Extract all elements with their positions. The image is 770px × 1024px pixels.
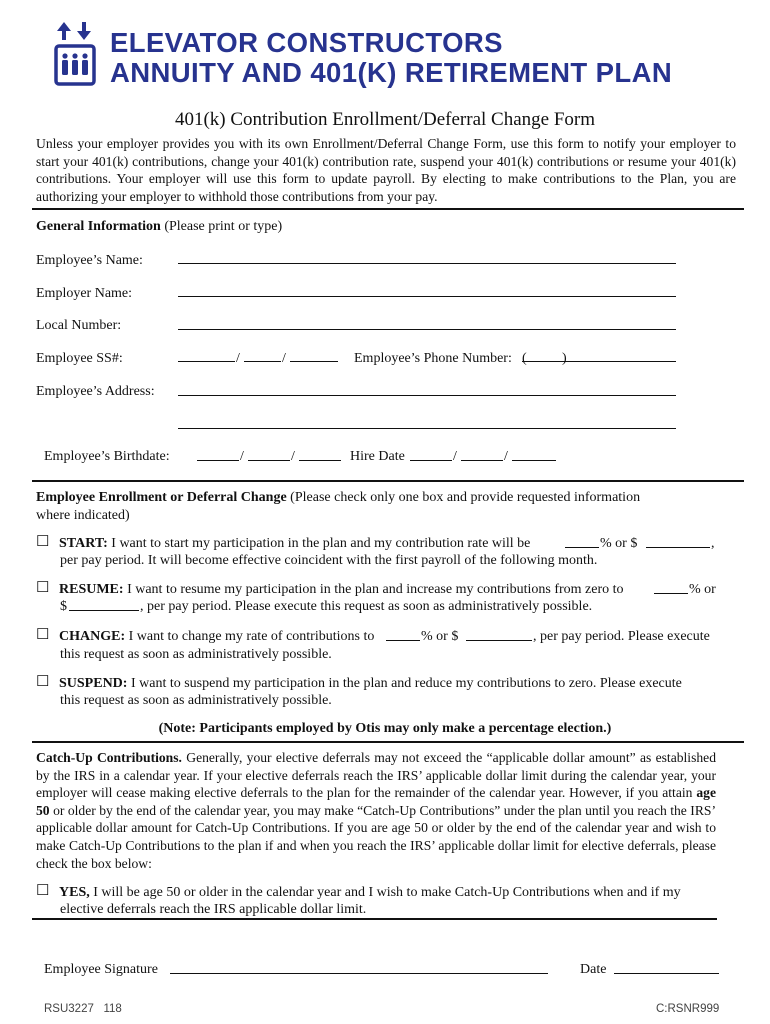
address-label: Employee’s Address: <box>36 384 155 399</box>
local-number-label: Local Number: <box>36 318 122 333</box>
date-separator: / <box>240 449 244 464</box>
date-label: Date <box>580 962 607 977</box>
date-separator: / <box>291 449 295 464</box>
start-checkbox[interactable]: ☐ <box>36 534 50 550</box>
plan-title-line1: ELEVATOR CONSTRUCTORS <box>110 27 503 58</box>
suspend-option-line2: this request as soon as administratively possible. <box>60 693 332 708</box>
phone-paren-open: ( <box>522 351 527 366</box>
form-code-left: RSU3227 118 <box>44 1003 122 1015</box>
birthdate-label: Employee’s Birthdate: <box>44 449 170 464</box>
ss-field-part3[interactable] <box>290 361 338 362</box>
address-field-line2[interactable] <box>178 428 676 429</box>
employer-name-field[interactable] <box>178 296 676 297</box>
start-dollar-field[interactable] <box>646 547 710 548</box>
date-separator: / <box>453 449 457 464</box>
divider <box>32 741 744 743</box>
general-info-heading: General Information (Please print or type) <box>36 219 283 234</box>
change-percent-text: % or $ <box>421 629 459 644</box>
start-option-line1: START: I want to start my participation in the plan and my contribution rate will be <box>59 536 531 551</box>
local-number-field[interactable] <box>178 329 676 330</box>
phone-number-field[interactable] <box>566 361 676 362</box>
employer-name-label: Employer Name: <box>36 286 133 301</box>
resume-dollar-sign: $ <box>60 599 67 614</box>
phone-paren-close: ) <box>562 351 567 366</box>
ss-field-part2[interactable] <box>244 361 281 362</box>
form-title: 401(k) Contribution Enrollment/Deferral Change Form <box>174 109 596 130</box>
resume-option-line2: , per pay period. Please execute this request as soon as administratively possible. <box>140 599 593 614</box>
start-option-line2: per pay period. It will become effective coincident with the first payroll of the following month. <box>60 553 598 568</box>
date-separator: / <box>504 449 508 464</box>
ss-field-part1[interactable] <box>178 361 235 362</box>
resume-checkbox[interactable]: ☐ <box>36 580 50 596</box>
signature-field[interactable] <box>170 973 548 974</box>
date-field[interactable] <box>614 973 719 974</box>
divider <box>32 208 744 210</box>
elevator-people-icon <box>54 20 98 90</box>
hire-date-label: Hire Date <box>350 449 405 464</box>
otis-note: (Note: Participants employed by Otis may only make a percentage election.) <box>158 721 612 736</box>
plan-title-line2: ANNUITY AND 401(K) RETIREMENT PLAN <box>110 57 673 88</box>
change-option-line2: this request as soon as administratively possible. <box>60 647 332 662</box>
address-field-line1[interactable] <box>178 395 676 396</box>
suspend-option-line1: SUSPEND: I want to suspend my participation in the plan and reduce my contributions to zero. Please execute <box>59 676 682 691</box>
form-code-right: C:RSNR999 <box>656 1003 720 1015</box>
intro-paragraph: Unless your employer provides you with its own Enrollment/Deferral Change Form, use this form to notify your employer to start your 401(k) contributions, change your 401(k) contribution rate, suspend your 401(k) contributions or resume your 401(k) contributions. Your employer will use this form to update payroll. By electing to make contributions to the Plan, you are authorizing your employer to withhold those contributions from your pay. <box>36 136 736 204</box>
phone-label: Employee’s Phone Number: <box>354 351 512 366</box>
employee-name-label: Employee’s Name: <box>36 253 143 268</box>
ss-label: Employee SS#: <box>36 351 123 366</box>
ss-separator: / <box>282 351 286 366</box>
suspend-checkbox[interactable]: ☐ <box>36 674 50 690</box>
change-option-line1b: , per pay period. Please execute <box>533 629 710 644</box>
birthdate-month-field[interactable] <box>197 460 239 461</box>
start-percent-text: % or $ <box>600 536 638 551</box>
catchup-yes-line1: YES, I will be age 50 or older in the calendar year and I wish to make Catch-Up Contributions when and if my <box>59 885 681 900</box>
catchup-yes-line2: elective deferrals reach the IRS applicable dollar limit. <box>60 902 367 917</box>
change-checkbox[interactable]: ☐ <box>36 627 50 643</box>
catchup-yes-checkbox[interactable]: ☐ <box>36 883 50 899</box>
employee-name-field[interactable] <box>178 263 676 264</box>
change-option-line1: CHANGE: I want to change my rate of contributions to <box>59 629 375 644</box>
enrollment-heading-cont: where indicated) <box>36 508 130 523</box>
birthdate-day-field[interactable] <box>248 460 290 461</box>
hire-date-year-field[interactable] <box>512 460 556 461</box>
resume-percent-text: % or <box>689 582 716 597</box>
signature-label: Employee Signature <box>44 962 158 977</box>
hire-date-day-field[interactable] <box>461 460 503 461</box>
start-comma: , <box>711 536 715 551</box>
change-percent-field[interactable] <box>386 640 420 641</box>
catchup-paragraph: Catch-Up Contributions. Generally, your elective deferrals may not exceed the “applicable dollar amount” as established by the IRS in a calendar year. If your elective deferrals reach the IRS’ applicable dollar limit during the calendar year, your employer will cease making elective deferrals to the plan for the remainder of the calendar year. However, if you attain age 50 or older by the end of the calendar year, you may make “Catch-Up Contributions” under the plan until you reach the IRS’ applicable dollar amount for Catch-Up Contributions. If you are age 50 or older by the end of the calendar year and wish to make Catch-Up Contributions to the plan if and when you reach the IRS’ applicable dollar limit for elective deferrals, please check the box below: <box>36 750 717 871</box>
phone-area-code-field[interactable] <box>522 361 566 362</box>
change-dollar-field[interactable] <box>466 640 532 641</box>
ss-separator: / <box>236 351 240 366</box>
divider <box>32 918 717 920</box>
enrollment-heading: Employee Enrollment or Deferral Change (Please check only one box and provide requested information <box>36 490 641 505</box>
resume-dollar-field[interactable] <box>69 610 139 611</box>
divider <box>32 480 744 482</box>
start-percent-field[interactable] <box>565 547 599 548</box>
resume-option-line1: RESUME: I want to resume my participation in the plan and increase my contributions from zero to <box>59 582 624 597</box>
hire-date-month-field[interactable] <box>410 460 452 461</box>
birthdate-year-field[interactable] <box>299 460 341 461</box>
resume-percent-field[interactable] <box>654 593 688 594</box>
